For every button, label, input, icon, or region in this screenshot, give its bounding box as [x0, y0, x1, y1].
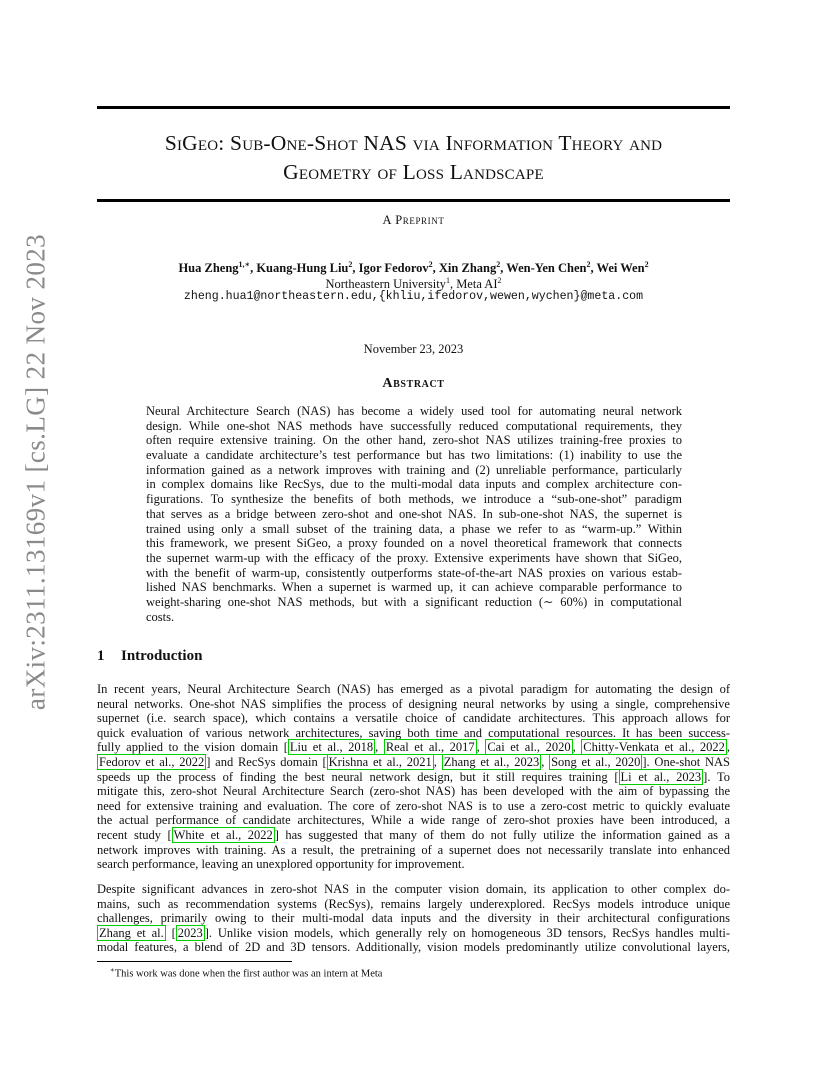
- abstract-line: design. While one-shot NAS methods have successfully reduced computational requirements, they: [146, 418, 682, 433]
- citation-link[interactable]: 2023: [177, 925, 203, 940]
- citation-link[interactable]: Fedorov et al., 2022: [99, 754, 205, 769]
- section-number: 1: [97, 648, 105, 664]
- title-rule-bottom: [97, 199, 730, 202]
- intro-paragraph-2: [97, 882, 730, 955]
- abstract-line: the supernet warm-up with the efficacy of the proxy. Extensive experiments have shown that SiGeo,: [146, 550, 682, 565]
- author-emails: zheng.hua1@northeastern.edu,{khliu,ifedorov,wewen,wychen}@meta.com: [183, 290, 644, 303]
- publication-date: November 23, 2023: [363, 342, 464, 356]
- citation-link[interactable]: Krishna et al., 2021: [328, 754, 432, 769]
- abstract-line: often require extensive training. On the other hand, zero-shot NAS utilizes training-free proxies to: [146, 433, 682, 448]
- paragraph-line: quick evaluation of various network architectures, saving both time and computational resources. It has been success-: [97, 725, 730, 740]
- footnote: [110, 964, 382, 981]
- footnote-text: This work was done when the first author was an intern at Meta: [114, 968, 383, 980]
- author: Wei Wen$^2$: [596, 260, 649, 276]
- abstract-heading: Abstract: [382, 376, 445, 391]
- abstract-line: information gained as a network improves with training and (2) unreliable performance, particularly: [146, 462, 682, 477]
- abstract-line: with the benefit of warm-up, consistently outperforms state-of-the-art NAS proxies on various estab-: [146, 565, 682, 580]
- author-list: Hua Zheng$^{1,∗}$, Kuang-Hung Liu$^2$, Igor Fedorov$^2$, Xin Zhang$^2$, Wen-Yen Chen$^2$, Wei Wen$^2$: [178, 260, 649, 276]
- author: Wen-Yen Chen$^2$: [506, 260, 591, 276]
- paragraph-line: neural networks. One-shot NAS simplifies the process of designing neural networks by using a single, comprehensive: [97, 696, 730, 711]
- paragraph-line: Despite significant advances in zero-shot NAS in the computer vision domain, its application to other complex do-: [97, 882, 730, 896]
- arxiv-identifier-text: arXiv:2311.13169v1 [cs.LG] 22 Nov 2023: [20, 233, 51, 711]
- abstract-line: figurations. To synthesize the benefits of both methods, we introduce a “sub-one-shot” paradigm: [146, 492, 682, 507]
- citation-link[interactable]: Real et al., 2017: [385, 740, 475, 755]
- citation-link[interactable]: Chitty-Venkata et al., 2022: [583, 740, 725, 755]
- paragraph-line: challenges, primarily owing to their multi-modal data inputs and the diversity in their architectural configurations: [97, 911, 730, 926]
- paragraph-line: fully applied to the vision domain [ Liu et al., 2018 , Real et al., 2017 , Cai et al., 2020 , Chitty-Venkata et al., 2022 ,: [97, 740, 731, 755]
- abstract-line: lished NAS benchmarks. When a supernet is warmed up, it can achieve comparable performance to: [146, 580, 682, 595]
- paragraph-line: supernet (i.e. search space), which contains a versatile choice of candidate architectures. This approach allows for: [97, 711, 730, 726]
- paragraph-line: Fedorov et al., 2022 ] and RecSys domain [ Krishna et al., 2021 , Zhang et al., 2023 , Song et al., 2020 ]. One-shot NAS: [99, 754, 731, 769]
- abstract-line: in complex domains like RecSys, due to the multi-modal data inputs and complex architecture con-: [146, 477, 682, 492]
- abstract-line: trained using only a small subset of the training data, a phase we refer to as “warm-up.” Within: [146, 521, 682, 536]
- paragraph-line: the actual performance of candidate architectures, While a wide range of zero-shot proxies have been introduced, a: [97, 813, 730, 828]
- citation-link[interactable]: White et al., 2022: [173, 827, 273, 842]
- author: Igor Fedorov$^2$: [358, 260, 433, 276]
- footnote-mark: ∗: [110, 966, 115, 974]
- title-rule-top: [97, 106, 730, 109]
- citation-link[interactable]: Li et al., 2023: [620, 769, 702, 784]
- abstract-body: [146, 404, 682, 624]
- footnote-rule: [97, 961, 292, 962]
- paragraph-line: need for extensive training and evaluation. The core of zero-shot NAS is to use a zero-cost metric to quickly evaluate: [97, 798, 730, 813]
- paragraph-line: mitigate this, zero-shot Neural Architecture Search (zero-shot NAS) has been developed with the aim of bypassing the: [97, 784, 730, 799]
- paragraph-line: Zhang et al. [ 2023 ]. Unlike vision models, which generally rely on homogeneous 3D tensors, RecSys handles multi-: [99, 925, 730, 940]
- affiliations: Northeastern University$^1$, Meta $AI^2$: [325, 276, 502, 292]
- paragraph-line: search performance, leaving an unexplored opportunity for improvement.: [97, 857, 465, 872]
- paragraph-line: speeds up the process of finding the best neural network design, but it still requires training [ Li et al., 2023 ]. To: [97, 769, 730, 784]
- section-title: Introduction: [121, 648, 203, 664]
- paragraph-line: recent study [ White et al., 2022 ] has suggested that many of them do not fully utilize the information gained as a: [97, 827, 730, 842]
- paper-title: [97, 129, 730, 187]
- citation-link[interactable]: Zhang et al., 2023: [443, 754, 540, 769]
- paragraph-line: modal features, a blend of 2D and 3D tensors. Additionally, vision models predominantly utilize convolutional layers,: [97, 940, 730, 955]
- paragraph-line: network improves with training. As a result, the pretraining of a supernet does not necessarily translate into enhanced: [97, 842, 730, 857]
- intro-paragraph-1: [97, 682, 730, 872]
- abstract-line: evaluate a candidate architecture’s test performance but has two limitations: (1) inability to use the: [146, 448, 682, 463]
- paper-title-line-1: SiGeo: Sub-One-Shot NAS via Information Theory and: [164, 131, 663, 155]
- author: Hua Zheng$^{1,∗}$: [178, 260, 251, 276]
- paragraph-line: In recent years, Neural Architecture Search (NAS) has emerged as a pivotal paradigm for automating the design of: [97, 682, 730, 696]
- paper-title-line-2: Geometry of Loss Landscape: [283, 160, 544, 184]
- author: Xin Zhang$^2$: [438, 260, 501, 276]
- abstract-line: Neural Architecture Search (NAS) has become a widely used tool for automating neural network: [146, 404, 682, 418]
- section-heading-introduction: [97, 648, 202, 665]
- citation-link[interactable]: Zhang et al.: [99, 925, 164, 940]
- citation-link[interactable]: Liu et al., 2018: [289, 740, 374, 755]
- arxiv-identifier: [16, 233, 56, 711]
- author: Kuang-Hung Liu$^2$: [256, 260, 353, 276]
- abstract-line: this framework, we present SiGeo, a proxy founded on a novel theoretical framework that connects: [146, 536, 682, 551]
- citation-link[interactable]: Song et al., 2020: [551, 754, 641, 769]
- citation-link[interactable]: Cai et al., 2020: [487, 740, 571, 755]
- abstract-line: costs.: [146, 609, 175, 624]
- paragraph-line: mains, such as recommendation systems (RecSys), remains largely underexplored. RecSys models introduce unique: [97, 896, 730, 911]
- abstract-line: that serves as a bridge between zero-shot and one-shot NAS. In sub-one-shot NAS, the supernet is: [146, 506, 682, 521]
- abstract-line: weight-sharing one-shot NAS methods, but with a significant reduction (∼ 60%) in computational: [146, 594, 682, 609]
- preprint-label: A Preprint: [382, 213, 445, 227]
